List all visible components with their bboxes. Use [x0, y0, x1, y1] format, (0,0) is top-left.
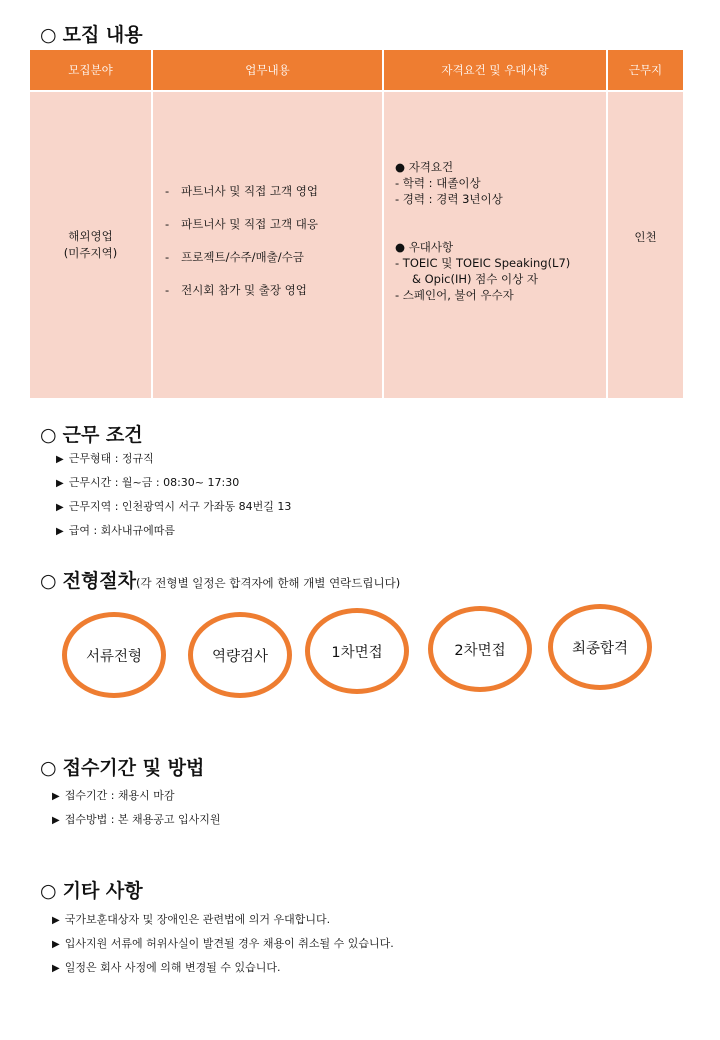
- section-title: 기타 사항: [62, 880, 143, 902]
- field-region: (미주지역): [63, 246, 118, 260]
- header-duties: 업무내용: [152, 50, 383, 91]
- recruitment-table: [30, 50, 683, 398]
- list-item: - 스페인어, 불어 우수자: [395, 288, 514, 302]
- list-item: ▶ 입사지원 서류에 허위사실이 발견될 경우 채용이 취소될 수 있습니다.: [52, 937, 394, 950]
- process-step: 2차면접: [428, 606, 532, 692]
- header-qualifications: 자격요건 및 우대사항: [383, 50, 607, 91]
- list-item: - 파트너사 및 직접 고객 대응: [165, 216, 318, 231]
- process-step: 서류전형: [62, 612, 166, 698]
- section-title: 근무 조건: [62, 424, 143, 446]
- section-heading-conditions: [40, 420, 143, 447]
- circle-icon: ○: [40, 757, 57, 779]
- process-step: 1차면접: [305, 608, 409, 694]
- circle-icon: ○: [40, 880, 57, 902]
- triangle-bullet-icon: ▶: [52, 939, 60, 950]
- section-title: 접수기간 및 방법: [62, 757, 205, 779]
- triangle-bullet-icon: ▶: [56, 526, 64, 537]
- table-row: [30, 91, 683, 398]
- process-step: 최종합격: [548, 604, 652, 690]
- process-step: 역량검사: [188, 612, 292, 698]
- header-location: 근무지: [607, 50, 683, 91]
- list-item: ▶ 접수기간 : 채용시 마감: [52, 789, 175, 802]
- circle-icon: ○: [40, 24, 57, 46]
- triangle-bullet-icon: ▶: [52, 915, 60, 926]
- list-item: - 학력 : 대졸이상: [395, 176, 481, 190]
- list-item: & Opic(IH) 점수 이상 자: [412, 272, 539, 286]
- section-title: 전형절차: [62, 570, 137, 592]
- dot-icon: ●: [395, 240, 406, 254]
- location-text: 인천: [634, 229, 657, 244]
- list-item: ▶ 일정은 회사 사정에 의해 변경될 수 있습니다.: [52, 961, 281, 974]
- list-item: ▶ 근무형태 : 정규직: [56, 452, 154, 465]
- list-item: ▶ 근무지역 : 인천광역시 서구 가좌동 84번길 13: [56, 500, 292, 513]
- list-item: ▶ 국가보훈대상자 및 장애인은 관련법에 의거 우대합니다.: [52, 913, 331, 926]
- header-field: 모집분야: [30, 50, 152, 91]
- section-heading-recruitment: [40, 20, 143, 47]
- qualification-title: ● 자격요건: [395, 160, 454, 174]
- cell-qualifications: [383, 91, 607, 398]
- process-note: (각 전형별 일정은 합격자에 한해 개별 연락드립니다): [136, 576, 401, 590]
- section-heading-other: [40, 876, 143, 903]
- cell-field: [30, 91, 152, 398]
- field-name: 해외영업: [68, 229, 113, 243]
- list-item: - 경력 : 경력 3년이상: [395, 192, 503, 206]
- list-item: ▶ 근무시간 : 월~금 : 08:30~ 17:30: [56, 476, 240, 489]
- list-item: ▶ 급여 : 회사내규에따름: [56, 524, 176, 537]
- section-heading-process: [40, 566, 400, 593]
- triangle-bullet-icon: ▶: [52, 815, 60, 826]
- application-list: [52, 784, 221, 832]
- cell-duties: [152, 91, 383, 398]
- list-item: - 파트너사 및 직접 고객 영업: [165, 183, 318, 198]
- triangle-bullet-icon: ▶: [56, 502, 64, 513]
- other-list: [52, 908, 394, 980]
- triangle-bullet-icon: ▶: [52, 963, 60, 974]
- triangle-bullet-icon: ▶: [52, 791, 60, 802]
- section-title: 모집 내용: [62, 24, 143, 46]
- circle-icon: ○: [40, 570, 57, 592]
- preference-title: ● 우대사항: [395, 240, 454, 254]
- list-item: - 프로젝트/수주/매출/수금: [165, 249, 304, 264]
- circle-icon: ○: [40, 424, 57, 446]
- conditions-list: [56, 447, 291, 543]
- triangle-bullet-icon: ▶: [56, 454, 64, 465]
- dot-icon: ●: [395, 160, 406, 174]
- cell-location: [607, 91, 683, 398]
- triangle-bullet-icon: ▶: [56, 478, 64, 489]
- section-heading-application: [40, 753, 204, 780]
- table-header-row: [30, 50, 683, 91]
- list-item: - 전시회 참가 및 출장 영업: [165, 282, 307, 297]
- list-item: - TOEIC 및 TOEIC Speaking(L7): [395, 256, 571, 270]
- list-item: ▶ 접수방법 : 본 채용공고 입사지원: [52, 813, 221, 826]
